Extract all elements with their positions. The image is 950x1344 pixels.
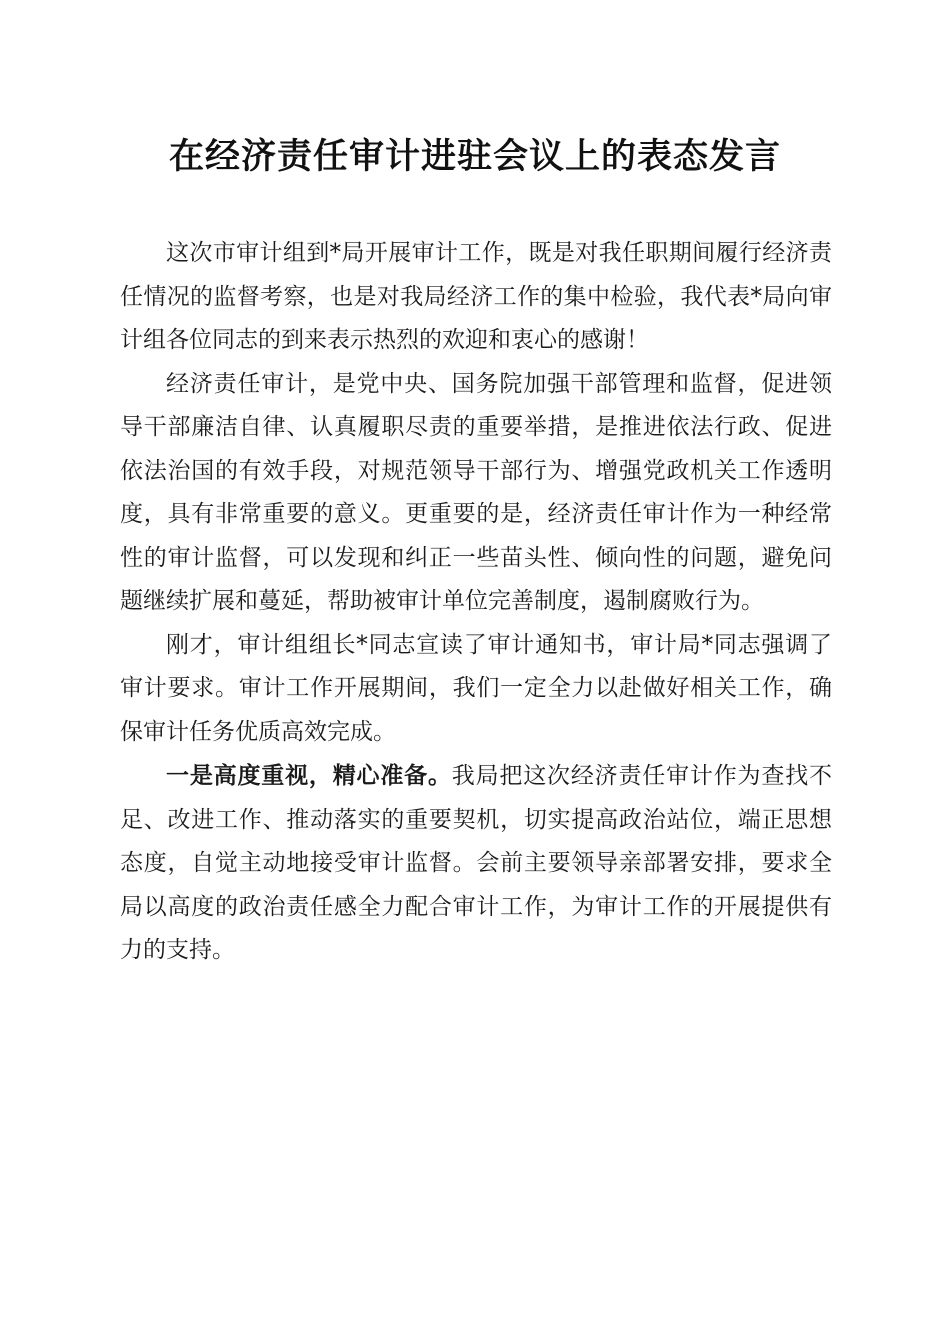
paragraph-commitment: 刚才，审计组组长*同志宣读了审计通知书，审计局*同志强调了审计要求。审计工作开展期间，我们一定全力以赴做好相关工作，确保审计任务优质高效完成。 [120, 631, 832, 745]
point-one-text: 我局把这次经济责任审计作为查找不足、改进工作、推动落实的重要契机，切实提高政治站位，端正思想态度，自觉主动地接受审计监督。会前主要领导亲部署安排，要求全局以高度的政治责任感全力配合审计工作，为审计工作的开展提供有力的支持。 [120, 763, 833, 963]
paragraph-point-one [120, 754, 832, 973]
document-body [120, 232, 832, 973]
paragraph-welcome: 这次市审计组到*局开展审计工作，既是对我任职期间履行经济责任情况的监督考察，也是对我局经济工作的集中检验，我代表*局向审计组各位同志的到来表示热烈的欢迎和衷心的感谢！ [120, 240, 832, 353]
document-title: 在经济责任审计进驻会议上的表态发言 [168, 136, 781, 177]
paragraph-audit-significance: 经济责任审计，是党中央、国务院加强干部管理和监督，促进领导干部廉洁自律、认真履职尽责的重要举措，是推进依法行政、促进依法治国的有效手段，对规范领导干部行为、增强党政机关工作透明度，具有非常重要的意义。更重要的是，经济责任审计作为一种经常性的审计监督，可以发现和纠正一些苗头性、倾向性的问题，避免问题继续扩展和蔓延，帮助被审计单位完善制度，遏制腐败行为。 [120, 370, 832, 614]
point-one-heading: 一是高度重视，精心准备。 [166, 762, 452, 789]
